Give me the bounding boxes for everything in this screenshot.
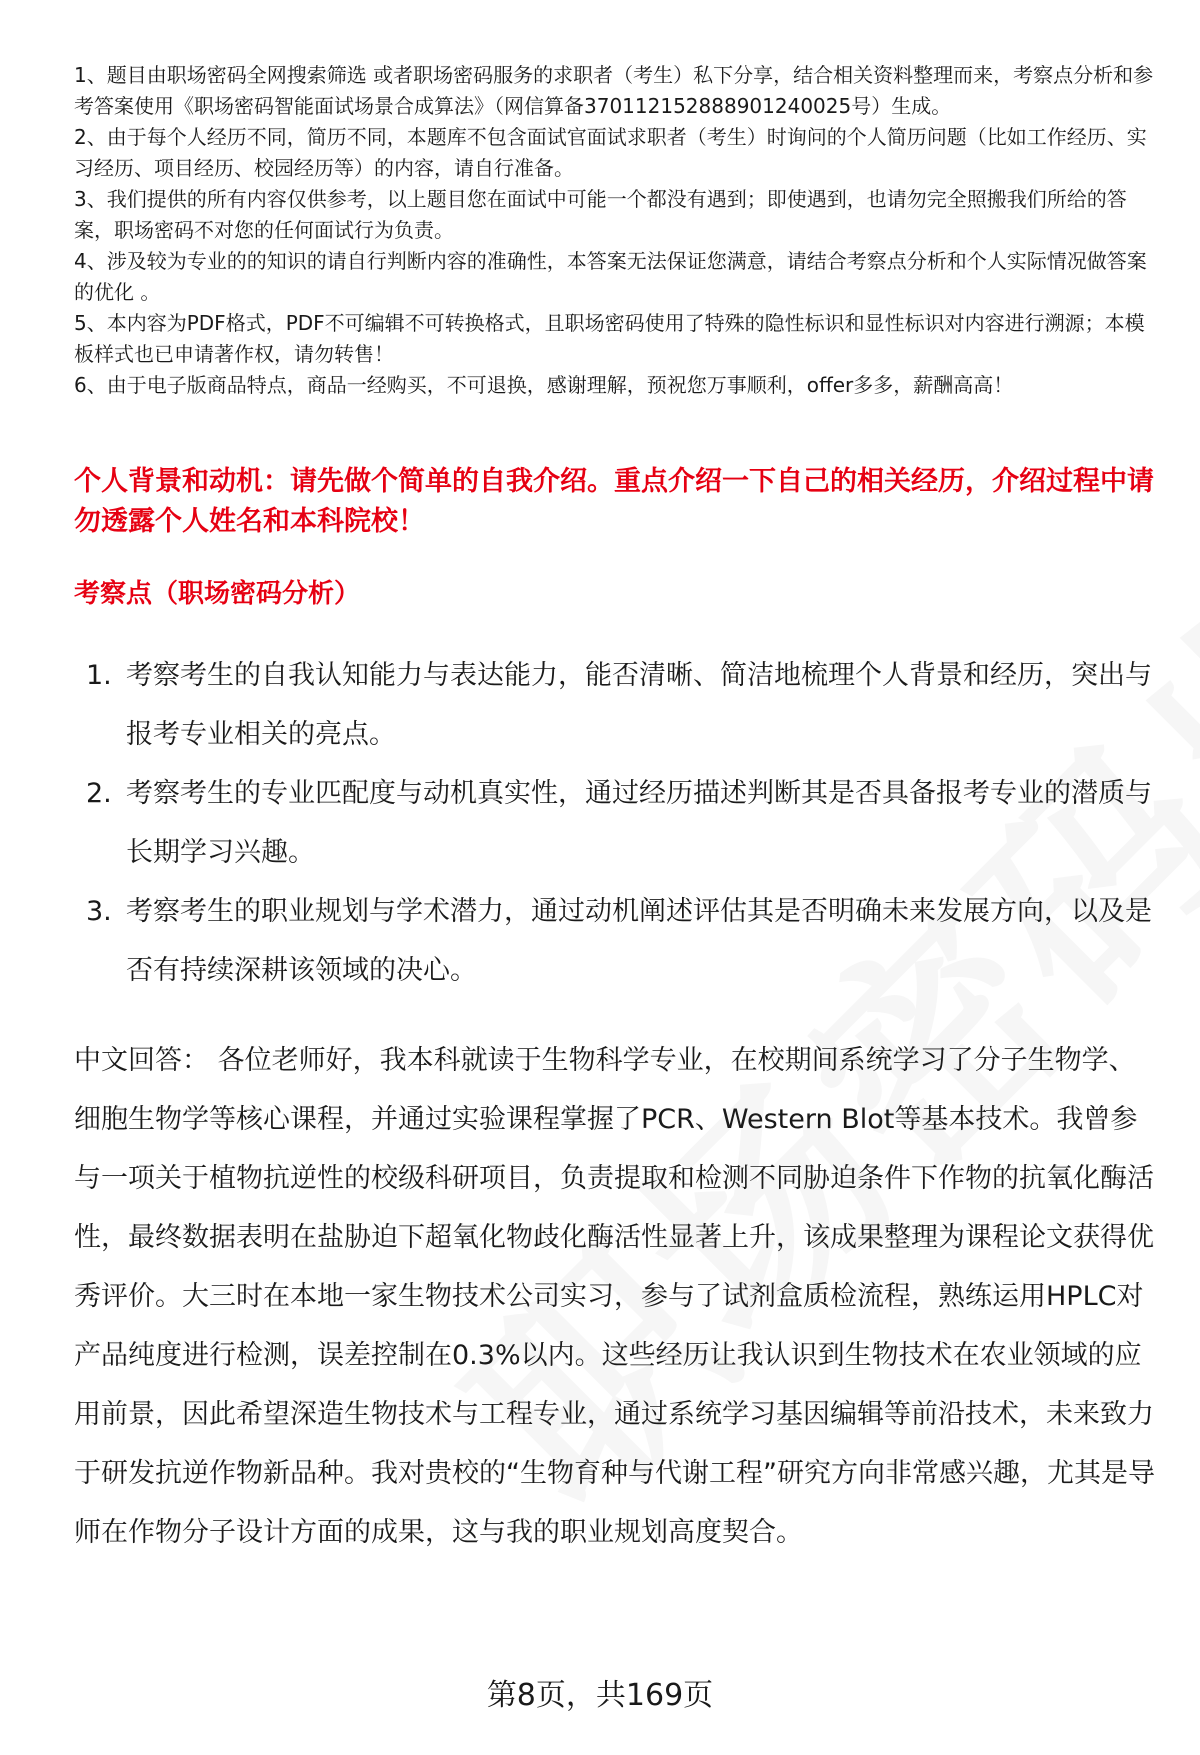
disclaimer-item: 5、本内容为PDF格式，PDF不可编辑不可转换格式，且职场密码使用了特殊的隐性标识和显性标识对内容进行溯源；本模板样式也已申请著作权，请勿转售！ [74, 311, 1145, 366]
disclaimer-item: 2、由于每个人经历不同，简历不同，本题库不包含面试官面试求职者（考生）时询问的个人简历问题（比如工作经历、实习经历、项目经历、校园经历等）的内容，请自行准备。 [74, 125, 1147, 180]
analysis-point-number: 1. [86, 660, 112, 691]
analysis-point-text: 考察考生的专业匹配度与动机真实性，通过经历描述判断其是否具备报考专业的潜质与长期学习兴趣。 [126, 778, 1152, 868]
answer-text: 中文回答： 各位老师好，我本科就读于生物科学专业，在校期间系统学习了分子生物学、细胞生物学等核心课程，并通过实验课程掌握了PCR、Western Blot等基本技术。我曾参与一项关于植物抗逆性的校级科研项目，负责提取和检测不同胁迫条件下作物的抗氧化酶活性，最终数据表明在盐胁迫下超氧化物歧化酶活性显著上升，该成果整理为课程论文获得优秀评价。大三时在本地一家生物技术公司实习，参与了试剂盒质检流程，熟练运用HPLC对产品纯度进行检测，误差控制在0.3%以内。这些经历让我认识到生物技术在农业领域的应用前景，因此希望深造生物技术与工程专业，通过系统学习基因编辑等前沿技术，未来致力于研发抗逆作物新品种。我对贵校的“生物育种与代谢工程”研究方向非常感兴趣，尤其是导师在作物分子设计方面的成果，这与我的职业规划高度契合。 [74, 1045, 1155, 1548]
disclaimer-item: 4、涉及较为专业的的知识的请自行判断内容的准确性，本答案无法保证您满意，请结合考察点分析和个人实际情况做答案的优化 。 [74, 249, 1147, 304]
disclaimer-item: 6、由于电子版商品特点，商品一经购买，不可退换，感谢理解，预祝您万事顺利，offer多多，薪酬高高！ [74, 373, 1014, 397]
analysis-point-text: 考察考生的自我认知能力与表达能力，能否清晰、简洁地梳理个人背景和经历，突出与报考专业相关的亮点。 [126, 660, 1152, 750]
analysis-point-number: 2. [86, 778, 112, 809]
analysis-point [74, 646, 1154, 764]
analysis-point [74, 764, 1154, 882]
disclaimer-list [74, 60, 1164, 401]
question-heading: 个人背景和动机：请先做个简单的自我介绍。重点介绍一下自己的相关经历，介绍过程中请勿透露个人姓名和本科院校！ [74, 466, 1154, 537]
analysis-point-text: 考察考生的职业规划与学术潜力，通过动机阐述评估其是否明确未来发展方向，以及是否有持续深耕该领域的决心。 [126, 896, 1152, 986]
analysis-title: 考察点（职场密码分析） [74, 579, 361, 609]
page-number: 第8页，共169页 [486, 1678, 714, 1713]
analysis-points-list [74, 646, 1154, 1000]
analysis-point-number: 3. [86, 896, 112, 927]
disclaimer-item: 1、题目由职场密码全网搜索筛选 或者职场密码服务的求职者（考生）私下分享，结合相关资料整理而来，考察点分析和参考答案使用《职场密码智能面试场景合成算法》（网信算备370112152888901240025号）生成。 [74, 63, 1154, 118]
disclaimer-item: 3、我们提供的所有内容仅供参考，以上题目您在面试中可能一个都没有遇到；即使遇到，也请勿完全照搬我们所给的答案，职场密码不对您的任何面试行为负责。 [74, 187, 1127, 242]
analysis-point [74, 882, 1154, 1000]
